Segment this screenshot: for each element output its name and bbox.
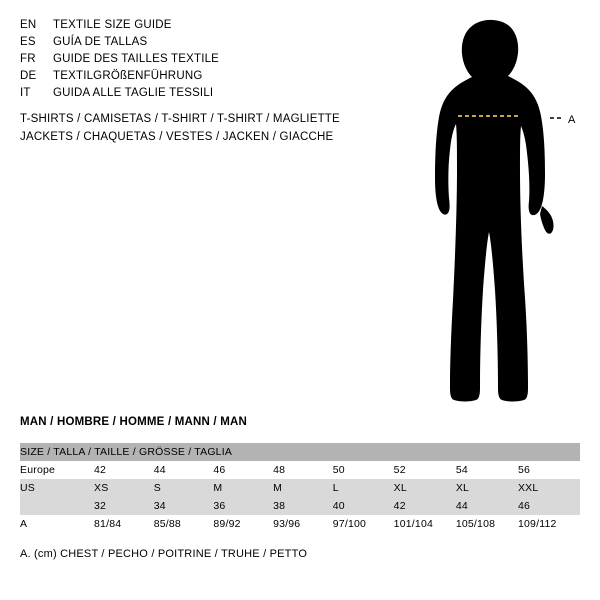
cell-value: 101/104: [394, 515, 456, 533]
cell-value: 52: [394, 461, 456, 479]
cell-value: M: [213, 479, 273, 497]
language-row: [20, 51, 350, 68]
cell-value: XL: [456, 479, 518, 497]
language-text: GUÍA DE TALLAS: [53, 36, 148, 48]
language-text: GUIDA ALLE TAGLIE TESSILI: [53, 87, 214, 99]
language-text: TEXTILGRÖßENFÜHRUNG: [53, 70, 203, 82]
size-table: [20, 443, 580, 533]
man-silhouette-icon: [400, 10, 590, 405]
row-label: A: [20, 515, 94, 533]
cell-value: 85/88: [154, 515, 214, 533]
table-row: [20, 479, 580, 497]
man-figure-illustration: [400, 10, 590, 405]
table-header-row: [20, 443, 580, 461]
language-row: [20, 68, 350, 85]
row-label: Europe: [20, 461, 94, 479]
cell-value: 97/100: [333, 515, 394, 533]
cell-value: 46: [518, 497, 580, 515]
cell-value: XS: [94, 479, 154, 497]
language-code: DE: [20, 70, 37, 82]
language-row: [20, 85, 350, 102]
row-label: [20, 497, 94, 515]
language-code: EN: [20, 19, 37, 31]
language-header-block: [20, 17, 350, 102]
cell-value: 46: [213, 461, 273, 479]
cell-value: 34: [154, 497, 214, 515]
cell-value: 81/84: [94, 515, 154, 533]
table-title: MAN / HOMBRE / HOMME / MANN / MAN: [20, 416, 248, 428]
language-row: [20, 17, 350, 34]
language-text: TEXTILE SIZE GUIDE: [53, 19, 172, 31]
footnote: A. (cm) CHEST / PECHO / POITRINE / TRUHE / PETTO: [20, 548, 308, 560]
cell-value: XXL: [518, 479, 580, 497]
cell-value: 38: [273, 497, 333, 515]
cell-value: 56: [518, 461, 580, 479]
garment-type-line: JACKETS / CHAQUETAS / VESTES / JACKEN / GIACCHE: [20, 131, 334, 143]
cell-value: XL: [394, 479, 456, 497]
table-row: [20, 461, 580, 479]
cell-value: 105/108: [456, 515, 518, 533]
table-row: [20, 497, 580, 515]
cell-value: 89/92: [213, 515, 273, 533]
cell-value: S: [154, 479, 214, 497]
language-text: GUIDE DES TAILLES TEXTILE: [53, 53, 220, 65]
cell-value: L: [333, 479, 394, 497]
cell-value: M: [273, 479, 333, 497]
cell-value: 48: [273, 461, 333, 479]
cell-value: 42: [94, 461, 154, 479]
language-code: ES: [20, 36, 36, 48]
cell-value: 50: [333, 461, 394, 479]
garment-type-line: T-SHIRTS / CAMISETAS / T-SHIRT / T-SHIRT / MAGLIETTE: [20, 113, 340, 125]
cell-value: 36: [213, 497, 273, 515]
cell-value: 40: [333, 497, 394, 515]
cell-value: 109/112: [518, 515, 580, 533]
table-row: [20, 515, 580, 533]
cell-value: 44: [154, 461, 214, 479]
cell-value: 32: [94, 497, 154, 515]
row-label: US: [20, 479, 94, 497]
language-row: [20, 34, 350, 51]
cell-value: 54: [456, 461, 518, 479]
language-code: FR: [20, 53, 36, 65]
language-code: IT: [20, 87, 31, 99]
cell-value: 42: [394, 497, 456, 515]
cell-value: 93/96: [273, 515, 333, 533]
cell-value: 44: [456, 497, 518, 515]
garment-type-block: [20, 110, 340, 146]
measure-label-a: A: [568, 114, 576, 126]
table-header-label: SIZE / TALLA / TAILLE / GRÖSSE / TAGLIA: [20, 443, 580, 461]
